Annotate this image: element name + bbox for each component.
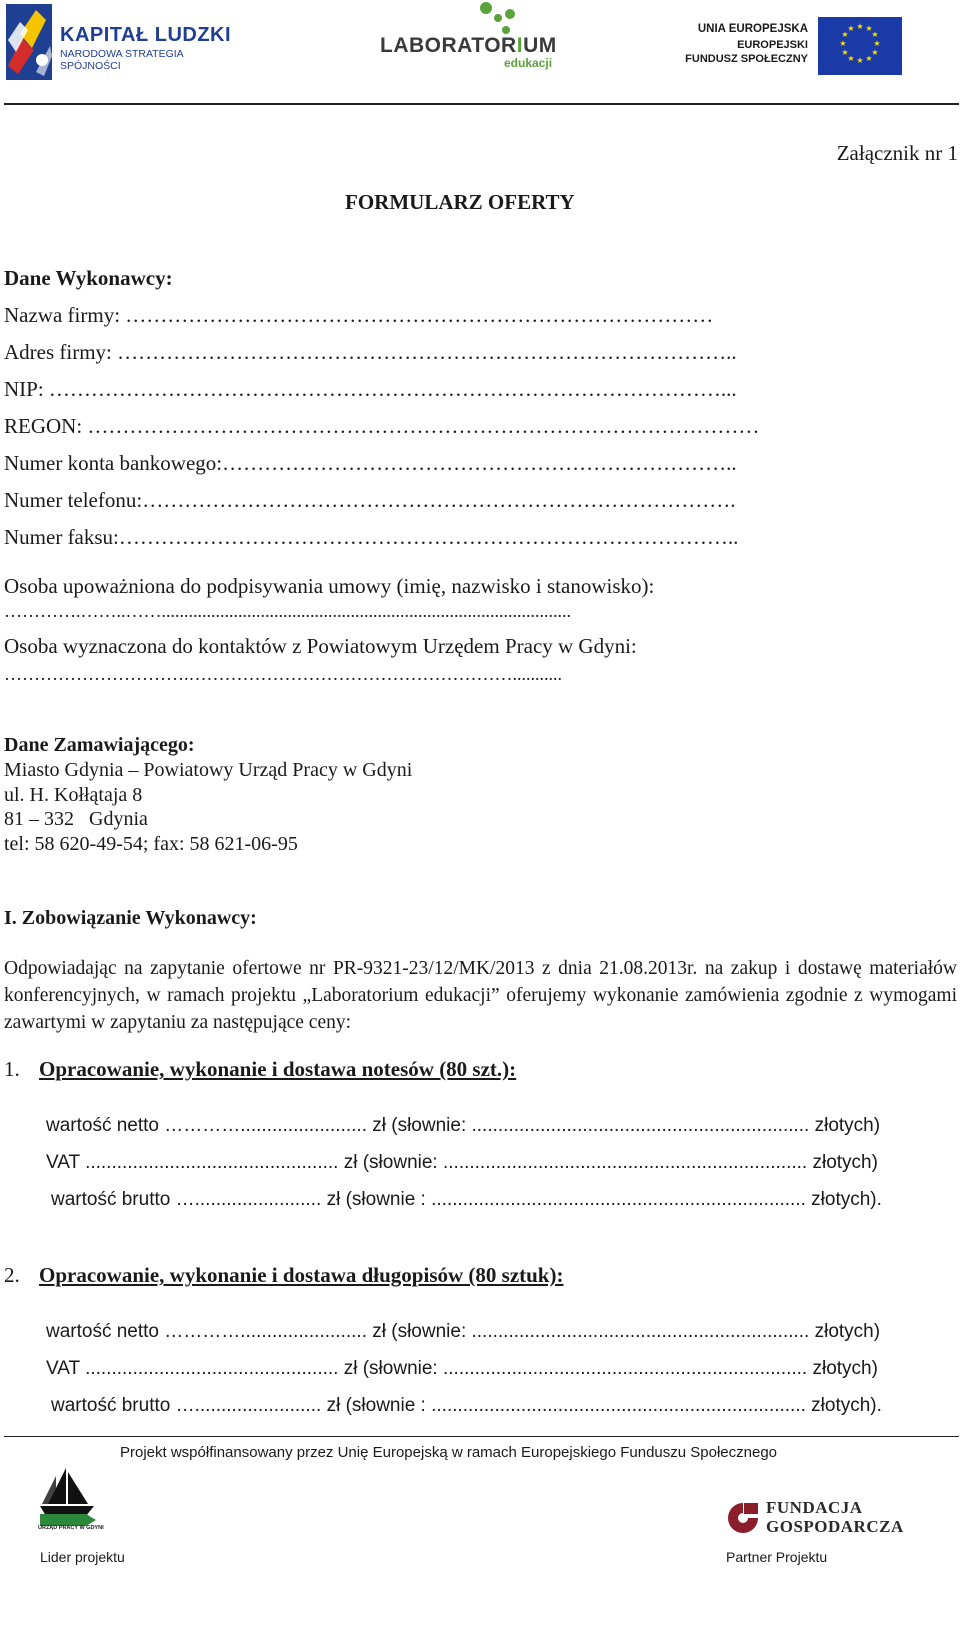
leader-label: Lider projektu — [40, 1549, 125, 1565]
eu-logo — [684, 14, 904, 78]
item-2-netto: wartość netto …………........................ zł (słownie: ................................................................ złotych) — [46, 1321, 881, 1342]
item-1-number: 1. — [4, 1057, 20, 1081]
svg-text:★: ★ — [873, 39, 881, 48]
fax-field: Numer faksu:…………………………………………………………………………….. — [4, 525, 739, 549]
phone-field: Numer telefonu:…………………………………………………………………………. — [4, 488, 736, 512]
svg-text:★: ★ — [856, 22, 864, 31]
cofinance-note: Projekt współfinansowany przez Unię Europejską w ramach Europejskiego Funduszu Społecznego — [120, 1444, 778, 1461]
orderer-postal-city: 81 – 332 Gdynia — [4, 808, 148, 830]
kapital-ludzki-title: KAPITAŁ LUDZKI — [60, 24, 232, 46]
laboratorium-logo — [376, 0, 576, 74]
laboratorium-flask-glyph: I — [516, 34, 524, 57]
commitment-heading: I. Zobowiązanie Wykonawcy: — [4, 907, 257, 929]
eu-line-2: EUROPEJSKI — [737, 39, 808, 51]
footer-divider — [4, 1436, 959, 1437]
header-divider — [4, 103, 959, 105]
commitment-paragraph: Odpowiadając na zapytanie ofertowe nr PR-9321-23/12/MK/2013 z dnia 21.08.2013r. na zakup i dostawę materiałów konferencyjnych, w ramach projektu „Laboratorium edukacji” oferujemy wykonanie zamówienia zgodnie z wymogami zawartymi w zapytaniu za następujące ceny: — [4, 958, 957, 1033]
orderer-contact: tel: 58 620-49-54; fax: 58 621-06-95 — [4, 833, 298, 855]
svg-text:★: ★ — [865, 54, 873, 63]
item-1-title: Opracowanie, wykonanie i dostawa notesów (80 szt.): — [39, 1057, 517, 1081]
laboratorium-subtitle: edukacji — [504, 56, 553, 70]
svg-text:★: ★ — [865, 24, 873, 33]
bank-account-field: Numer konta bankowego:……………………………………………………………….. — [4, 451, 737, 475]
partner-label: Partner Projektu — [726, 1549, 828, 1565]
orderer-name: Miasto Gdynia – Powiatowy Urząd Pracy w Gdyni — [4, 759, 413, 781]
pup-gdynia-logo — [36, 1466, 104, 1534]
item-2-brutto: wartość brutto …........................ zł (słownie : ....................................................................... złotych). — [51, 1395, 882, 1416]
svg-text:★: ★ — [856, 56, 864, 65]
kapital-ludzki-emblem-icon — [6, 4, 54, 80]
kapital-ludzki-logo — [6, 4, 246, 84]
laboratorium-title — [380, 34, 557, 58]
orderer-street: ul. H. Kołłątaja 8 — [4, 784, 143, 806]
item-1-brutto: wartość brutto …........................ zł (słownie : ....................................................................... złotych). — [51, 1189, 882, 1210]
attachment-label: Załącznik nr 1 — [836, 141, 958, 165]
svg-text:★: ★ — [847, 54, 855, 63]
laboratorium-title-end: UM — [523, 34, 557, 57]
laboratorium-title-start: LABORATOR — [380, 34, 517, 57]
item-2-vat: VAT ................................................ zł (słownie: ..................................................................... złotych) — [46, 1358, 878, 1379]
eu-flag-icon — [818, 17, 902, 75]
nip-field: NIP: ……………………………………………………………………………………... — [4, 377, 737, 401]
fundacja-emblem-icon — [726, 1501, 760, 1535]
regon-field: REGON: …………………………………………………………………………………… — [4, 414, 760, 438]
svg-text:★: ★ — [839, 39, 847, 48]
kapital-ludzki-subtitle: NARODOWA STRATEGIA SPÓJNOŚCI — [60, 48, 184, 72]
pup-caption: URZĄD PRACY W GDYNI — [38, 1525, 104, 1531]
svg-text:★: ★ — [841, 48, 849, 57]
contact-person-label: Osoba wyznaczona do kontaktów z Powiatowym Urzędem Pracy w Gdyni: — [4, 634, 637, 658]
contractor-heading: Dane Wykonawcy: — [4, 266, 173, 290]
item-2-title: Opracowanie, wykonanie i dostawa długopisów (80 sztuk): — [39, 1263, 564, 1287]
fundacja-line-1: FUNDACJA — [766, 1498, 863, 1517]
svg-text:★: ★ — [847, 24, 855, 33]
contact-person-field: ………………………….………………………………………………........... — [4, 664, 562, 684]
svg-text:★: ★ — [841, 30, 849, 39]
molecule-icon — [476, 0, 526, 38]
company-name-field: Nazwa firmy: ………………………………………………………………………… — [4, 303, 714, 327]
company-address-field: Adres firmy: …………………………………………………………………………….. — [4, 340, 737, 364]
fundacja-line-2: GOSPODARCZA — [766, 1517, 904, 1536]
eu-line-1: UNIA EUROPEJSKA — [697, 23, 808, 35]
document-title: FORMULARZ OFERTY — [345, 190, 575, 214]
authorized-person-label: Osoba upoważniona do podpisywania umowy (imię, nazwisko i stanowisko): — [4, 574, 655, 598]
svg-text:★: ★ — [871, 48, 879, 57]
orderer-heading: Dane Zamawiającego: — [4, 734, 195, 756]
item-1-vat: VAT ................................................ zł (słownie: ..................................................................... złotych) — [46, 1152, 878, 1173]
svg-text:★: ★ — [871, 30, 879, 39]
eu-line-3: FUNDUSZ SPOŁECZNY — [685, 53, 808, 65]
fundacja-gospodarcza-logo — [724, 1498, 934, 1542]
item-1-netto: wartość netto …………........................ zł (słownie: ................................................................ złotych) — [46, 1115, 881, 1136]
item-2-number: 2. — [4, 1263, 20, 1287]
ship-icon — [36, 1466, 98, 1526]
authorized-person-field: ………….……..……........................................................................................... — [4, 601, 571, 621]
